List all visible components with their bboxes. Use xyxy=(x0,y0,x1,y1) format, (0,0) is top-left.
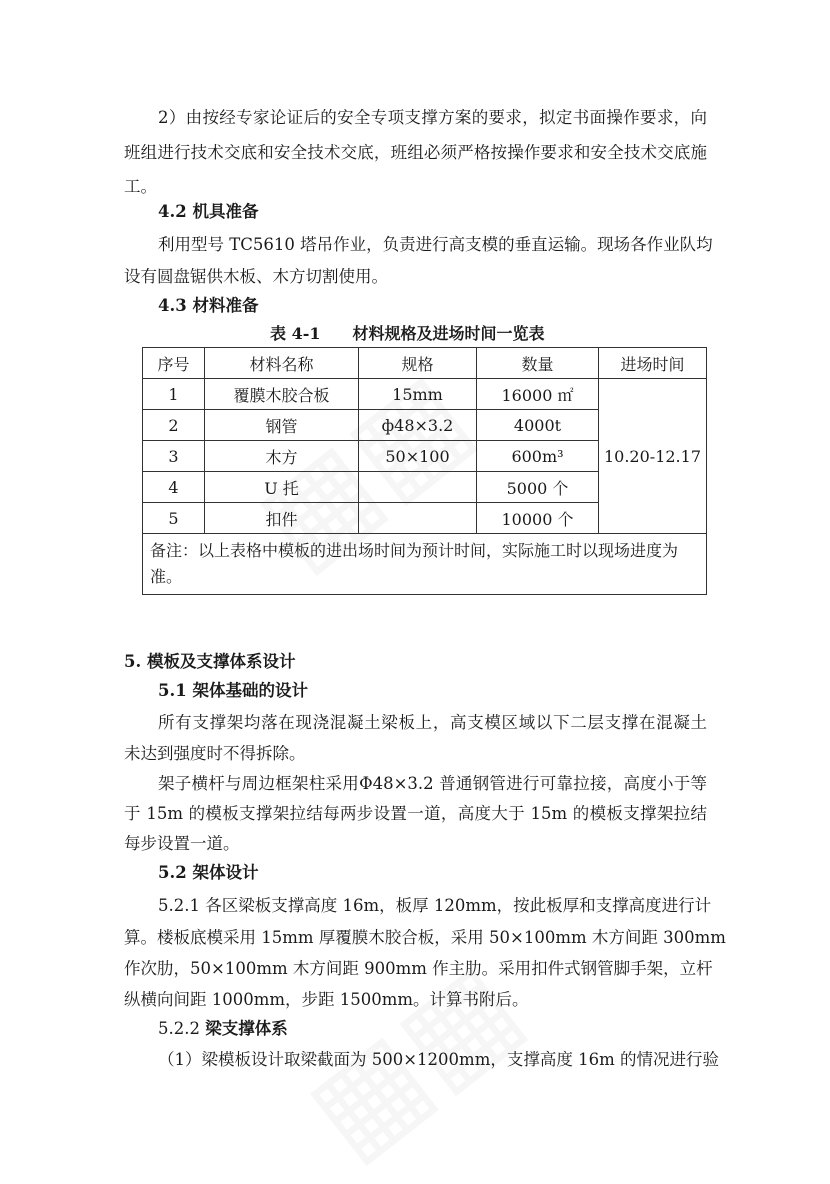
table-header-cell: 数量 xyxy=(477,348,599,379)
paragraph-line: 2）由按经专家论证后的安全专项支撑方案的要求，拟定书面操作要求，向 xyxy=(158,108,707,127)
table-cell: 3 xyxy=(143,441,205,472)
section-heading-5-1: 5.1 架体基础的设计 xyxy=(158,681,308,700)
table-header-cell: 材料名称 xyxy=(205,348,359,379)
entry-time-cell: 10.20-12.17 xyxy=(599,379,707,534)
section-heading-5: 5. 模板及支撑体系设计 xyxy=(124,652,296,671)
paragraph-line: 设有圆盘锯供木板、木方切割使用。 xyxy=(124,267,388,286)
subsection-title: 梁支撑体系 xyxy=(205,1019,288,1038)
materials-table xyxy=(142,347,707,595)
table-cell: 覆膜木胶合板 xyxy=(205,379,359,410)
paragraph-line: 每步设置一道。 xyxy=(124,834,240,853)
subsection-number: 5.2.2 xyxy=(158,1019,200,1038)
table-cell: 2 xyxy=(143,410,205,441)
table-cell: 10000 个 xyxy=(477,503,599,534)
paragraph-line: 5.2.1 各区梁板支撑高度 16m，板厚 120mm，按此板厚和支撑高度进行计 xyxy=(158,896,712,915)
paragraph-line: 纵横向间距 1000mm，步距 1500mm。计算书附后。 xyxy=(124,990,529,1009)
paragraph-line: 利用型号 TC5610 塔吊作业，负责进行高支模的垂直运输。现场各作业队均 xyxy=(158,235,713,254)
paragraph-line: （1）梁模板设计取梁截面为 500×1200mm，支撑高度 16m 的情况进行验 xyxy=(158,1050,719,1069)
paragraph-line: 作次肋，50×100mm 木方间距 900mm 作主肋。采用扣件式钢管脚手架，立杆 xyxy=(124,959,713,978)
section-heading-4-2: 4.2 机具准备 xyxy=(158,202,259,221)
paragraph-line: 班组进行技术交底和安全技术交底，班组必须严格按操作要求和安全技术交底施 xyxy=(124,143,707,162)
table-cell: 5 xyxy=(143,503,205,534)
table-cell: 50×100 xyxy=(359,441,477,472)
table-row xyxy=(143,379,707,410)
table-header-cell: 进场时间 xyxy=(599,348,707,379)
table-cell: 扣件 xyxy=(205,503,359,534)
table-cell: 5000 个 xyxy=(477,472,599,503)
table-cell xyxy=(359,503,477,534)
table-cell: 1 xyxy=(143,379,205,410)
paragraph-line: 于 15m 的模板支撑架拉结每两步设置一道，高度大于 15m 的模板支撑架拉结 xyxy=(124,804,707,823)
table-cell: 600m³ xyxy=(477,441,599,472)
table-title: 表 4-1 材料规格及进场时间一览表 xyxy=(270,324,545,343)
table-cell: U 托 xyxy=(205,472,359,503)
table-header-cell: 序号 xyxy=(143,348,205,379)
table-cell: 16000 ㎡ xyxy=(477,379,599,410)
table-cell: ф48×3.2 xyxy=(359,410,477,441)
subsection-heading-5-2-2 xyxy=(158,1018,288,1040)
table-cell: 钢管 xyxy=(205,410,359,441)
table-note: 备注：以上表格中模板的进出场时间为预计时间，实际施工时以现场进度为准。 xyxy=(143,534,707,595)
table-cell: 木方 xyxy=(205,441,359,472)
paragraph-line: 架子横杆与周边框架柱采用Φ48×3.2 普通钢管进行可靠拉接，高度小于等 xyxy=(158,774,707,793)
paragraph-line: 算。楼板底模采用 15mm 厚覆膜木胶合板，采用 50×100mm 木方间距 300mm xyxy=(124,928,726,947)
table-cell: 15mm xyxy=(359,379,477,410)
paragraph-line: 未达到强度时不得拆除。 xyxy=(124,744,306,763)
paragraph-line: 工。 xyxy=(124,177,157,196)
table-cell: 4000t xyxy=(477,410,599,441)
section-heading-5-2: 5.2 架体设计 xyxy=(158,863,259,882)
table-header-cell: 规格 xyxy=(359,348,477,379)
section-heading-4-3: 4.3 材料准备 xyxy=(158,296,259,315)
table-cell xyxy=(359,472,477,503)
paragraph-line: 所有支撑架均落在现浇混凝土梁板上，高支模区域以下二层支撑在混凝土 xyxy=(158,713,707,732)
table-note-row xyxy=(143,534,707,595)
table-cell: 4 xyxy=(143,472,205,503)
table-header-row xyxy=(143,348,707,379)
